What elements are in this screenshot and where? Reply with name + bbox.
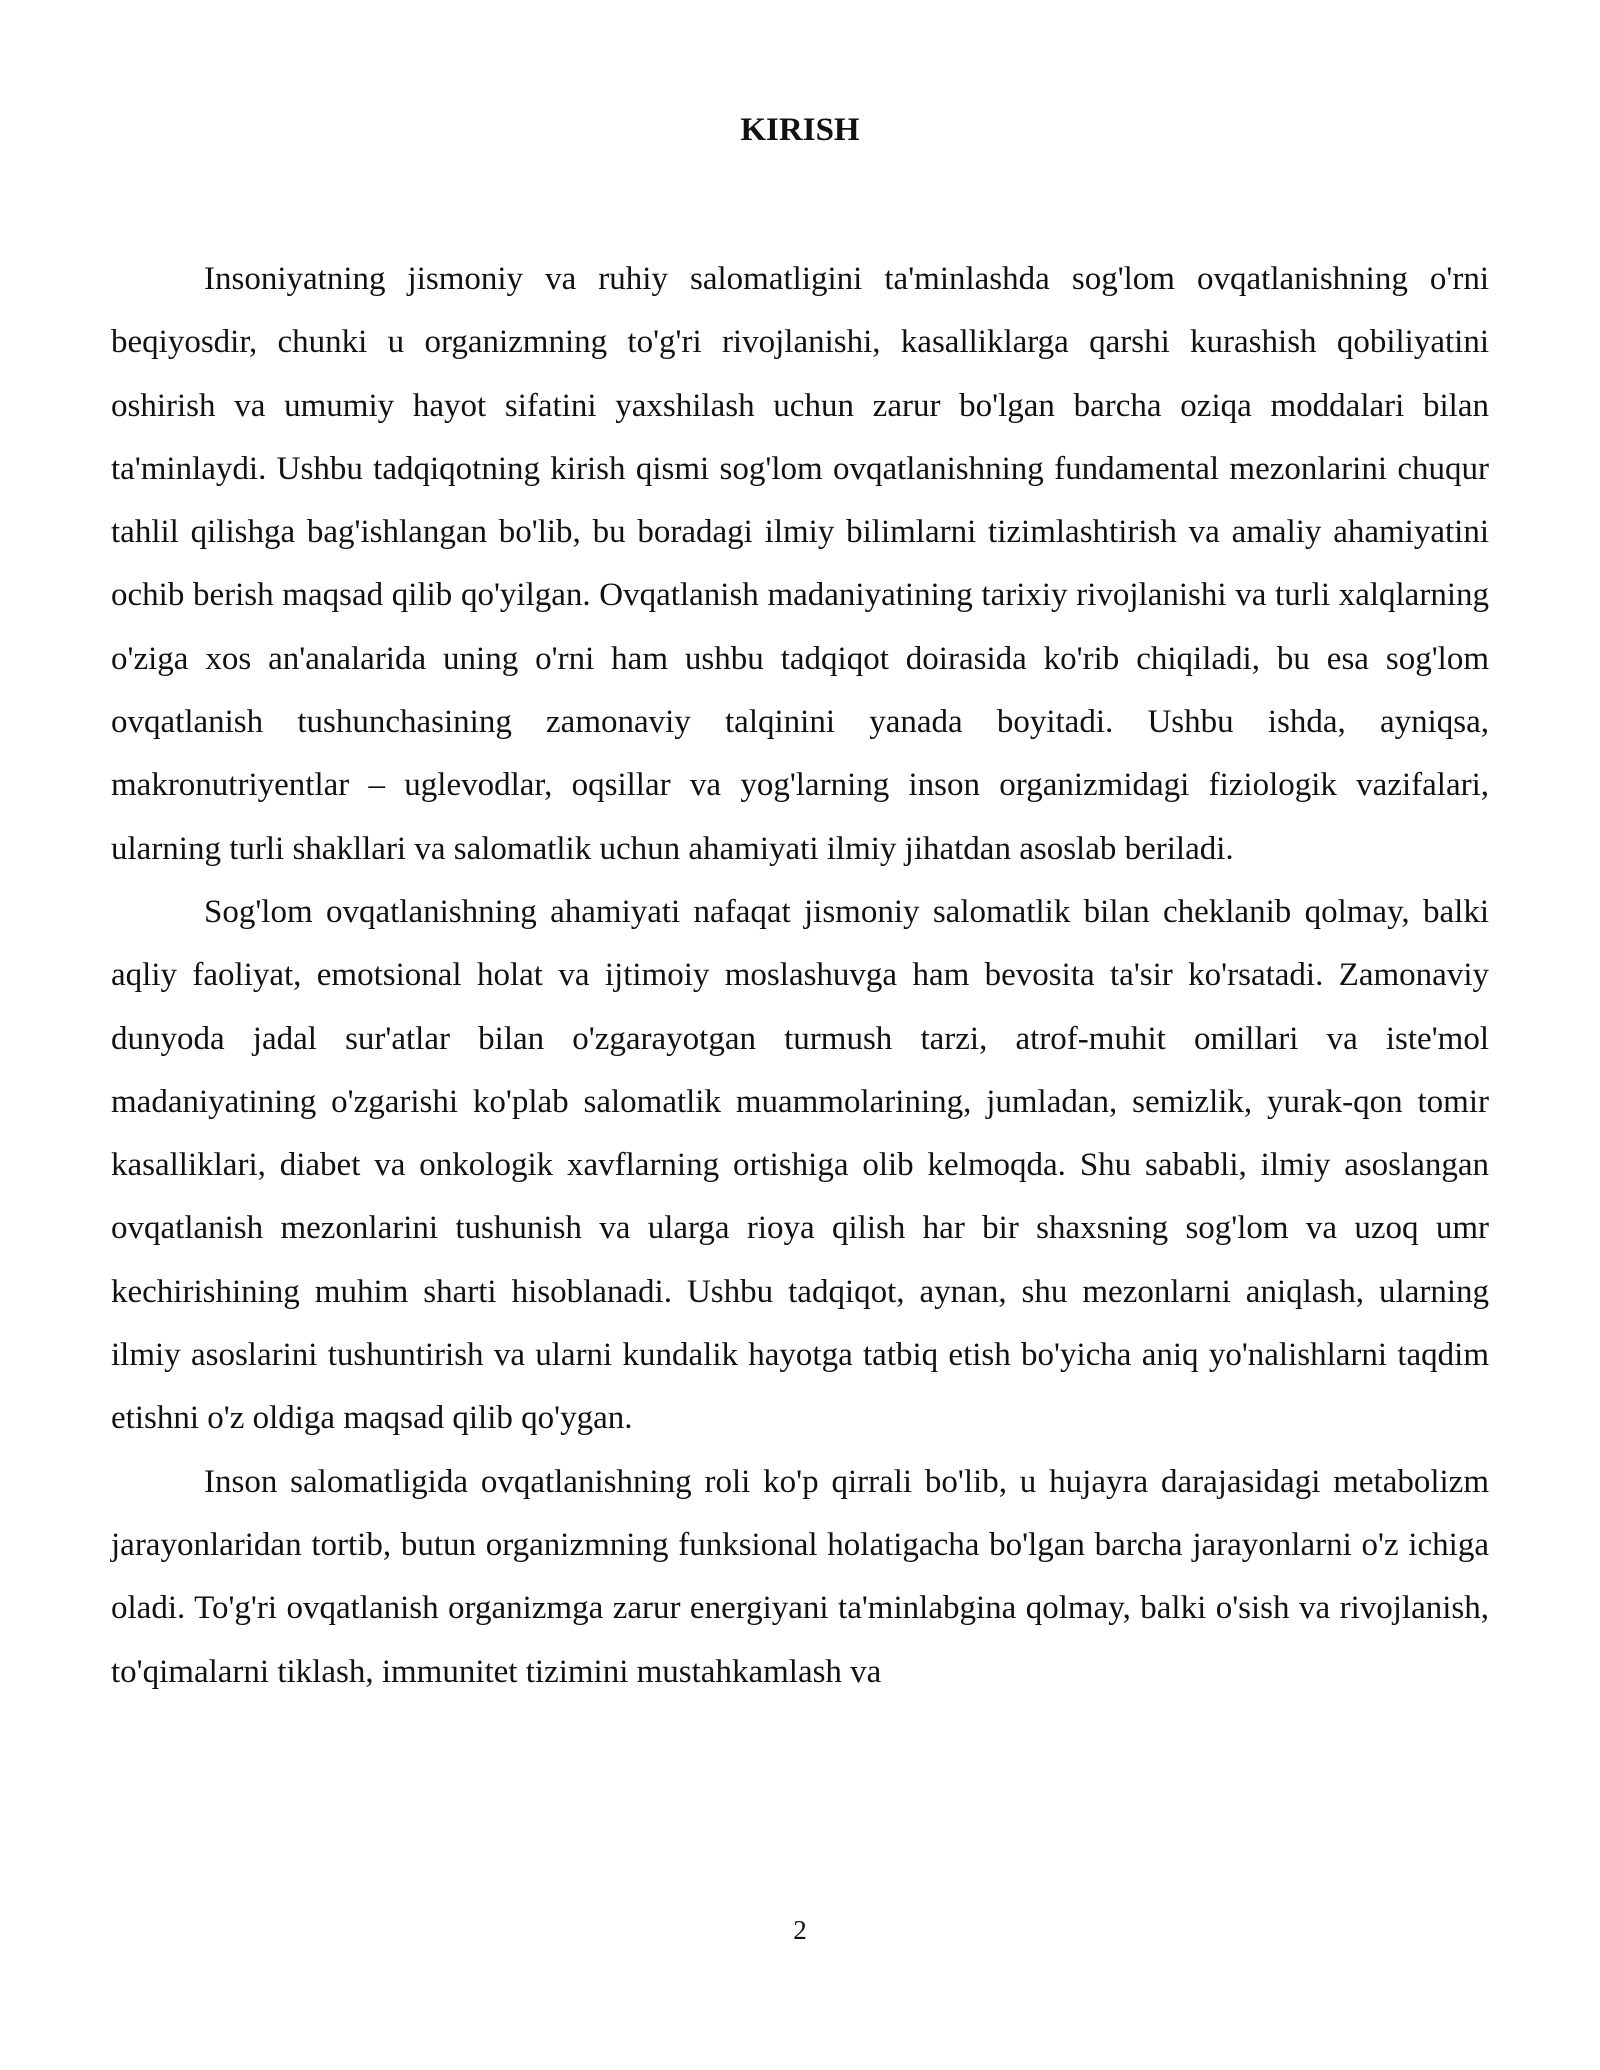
- paragraph-1: Insoniyatning jismoniy va ruhiy salomatligini ta'minlashda sog'lom ovqatlanishning o'rni beqiyosdir, chunki u organizmning to'g'ri rivojlanishi, kasalliklarga qarshi kurashish qobiliyatini oshirish va umumiy hayot sifatini yaxshilash uchun zarur bo'lgan barcha oziqa moddalari bilan ta'minlaydi. Ushbu tadqiqotning kirish qismi sog'lom ovqatlanishning fundamental mezonlarini chuqur tahlil qilishga bag'ishlangan bo'lib, bu boradagi ilmiy bilimlarni tizimlashtirish va amaliy ahamiyatini ochib berish maqsad qilib qo'yilgan. Ovqatlanish madaniyatining tarixiy rivojlanishi va turli xalqlarning o'ziga xos an'analarida uning o'rni ham ushbu tadqiqot doirasida ko'rib chiqiladi, bu esa sog'lom ovqatlanish tushunchasining zamonaviy talqinini yanada boyitadi. Ushbu ishda, ayniqsa, makronutriyentlar – uglevodlar, oqsillar va yog'larning inson organizmidagi fiziologik vazifalari, ularning turli shakllari va salomatlik uchun ahamiyati ilmiy jihatdan asoslab beriladi.: [111, 261, 1489, 867]
- page-number: 2: [793, 1915, 807, 1945]
- paragraph-2: Sog'lom ovqatlanishning ahamiyati nafaqat jismoniy salomatlik bilan cheklanib qolmay, balki aqliy faoliyat, emotsional holat va ijtimoiy moslashuvga ham bevosita ta'sir ko'rsatadi. Zamonaviy dunyoda jadal sur'atlar bilan o'zgarayotgan turmush tarzi, atrof-muhit omillari va iste'mol madaniyatining o'zgarishi ko'plab salomatlik muammolarining, jumladan, semizlik, yurak-qon tomir kasalliklari, diabet va onkologik xavflarning ortishiga olib kelmoqda. Shu sababli, ilmiy asoslangan ovqatlanish mezonlarini tushunish va ularga rioya qilish har bir shaxsning sog'lom va uzoq umr kechirishining muhim sharti hisoblanadi. Ushbu tadqiqot, aynan, shu mezonlarni aniqlash, ularning ilmiy asoslarini tushuntirish va ularni kundalik hayotga tatbiq etish bo'yicha aniq yo'nalishlarni taqdim etishni o'z oldiga maqsad qilib qo'ygan.: [111, 893, 1489, 1437]
- body-text: [111, 248, 1489, 1704]
- page-title: KIRISH: [740, 112, 860, 148]
- paragraph-3: Inson salomatligida ovqatlanishning roli ko'p qirrali bo'lib, u hujayra darajasidagi metabolizm jarayonlaridan tortib, butun organizmning funksional holatigacha bo'lgan barcha jarayonlarni o'z ichiga oladi. To'g'ri ovqatlanish organizmga zarur energiyani ta'minlabgina qolmay, balki o'sish va rivojlanish, to'qimalarni tiklash, immunitet tizimini mustahkamlash va: [111, 1463, 1489, 1690]
